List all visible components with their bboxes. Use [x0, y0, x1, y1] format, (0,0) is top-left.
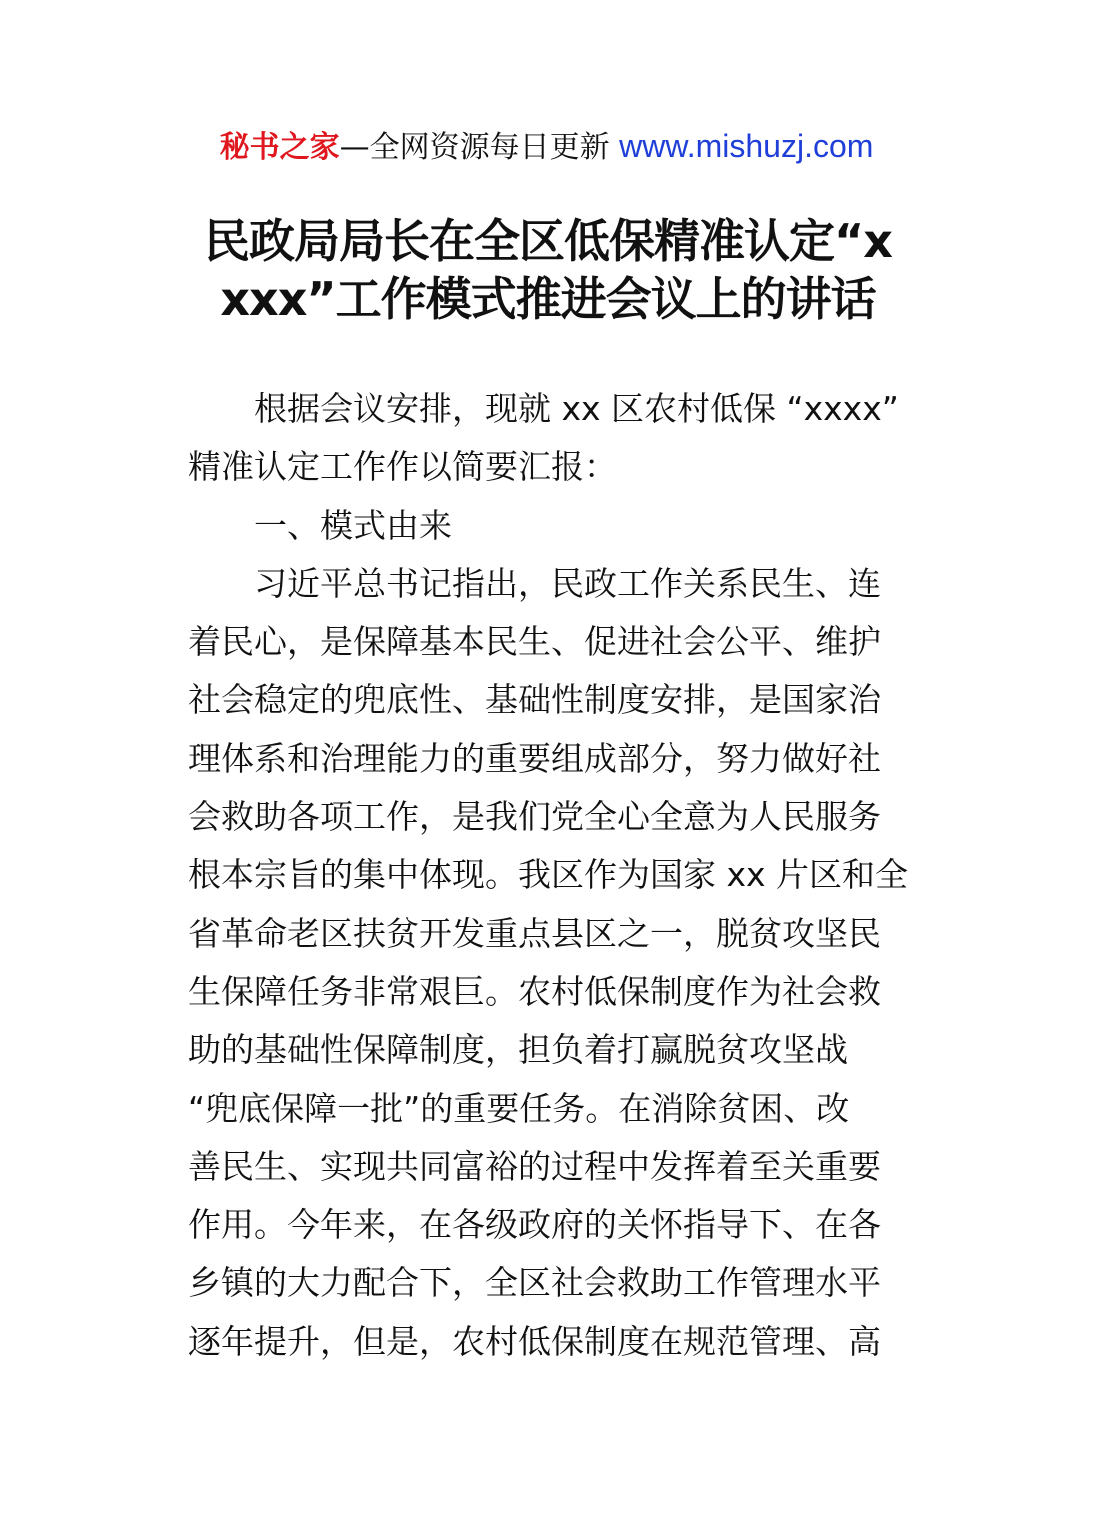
site-url: www.mishuzj.com	[619, 128, 874, 164]
section-heading	[188, 497, 908, 555]
paragraph-line: 会救助各项工作，是我们党全心全意为人民服务	[188, 797, 881, 837]
paragraph-line: 助的基础性保障制度，担负着打赢脱贫攻坚战	[188, 1030, 848, 1070]
intro-line: 根据会议安排，现就 xx 区农村低保 “xxxx”	[254, 389, 899, 428]
banner-tagline: —全网资源每日更新	[339, 130, 620, 165]
paragraph-line: 生保障任务非常艰巨。农村低保制度作为社会救	[188, 971, 881, 1011]
paragraph-line: 善民生、实现共同富裕的过程中发挥着至关重要	[188, 1146, 881, 1186]
paragraph-line: 习近平总书记指出，民政工作关系民生、连	[254, 563, 881, 603]
intro-line: 精准认定工作作以简要汇报：	[188, 447, 617, 487]
title-line-2: xxx”工作模式推进会议上的讲话	[220, 272, 876, 326]
document-title	[188, 212, 908, 328]
paragraph-line: 作用。今年来，在各级政府的关怀指导下、在各	[188, 1205, 881, 1245]
document-body	[188, 380, 908, 1371]
brand-name: 秘书之家	[219, 130, 340, 165]
intro-paragraph	[188, 380, 908, 497]
section-heading-text: 一、模式由来	[254, 505, 452, 545]
paragraph-line: 理体系和治理能力的重要组成部分，努力做好社	[188, 738, 881, 778]
paragraph-line: 逐年提升，但是，农村低保制度在规范管理、高	[188, 1321, 881, 1361]
site-banner	[0, 124, 1093, 170]
body-paragraph	[188, 555, 908, 1371]
title-line-1: 民政局局长在全区低保精准认定“x	[204, 214, 892, 268]
paragraph-line: 着民心，是保障基本民生、促进社会公平、维护	[188, 622, 881, 662]
paragraph-line: 省革命老区扶贫开发重点县区之一，脱贫攻坚民	[188, 913, 881, 953]
paragraph-line: 根本宗旨的集中体现。我区作为国家 xx 片区和全	[188, 855, 909, 895]
paragraph-line: “兜底保障一批”的重要任务。在消除贫困、改	[188, 1088, 850, 1128]
paragraph-line: 乡镇的大力配合下，全区社会救助工作管理水平	[188, 1263, 881, 1303]
paragraph-line: 社会稳定的兜底性、基础性制度安排，是国家治	[188, 680, 881, 720]
